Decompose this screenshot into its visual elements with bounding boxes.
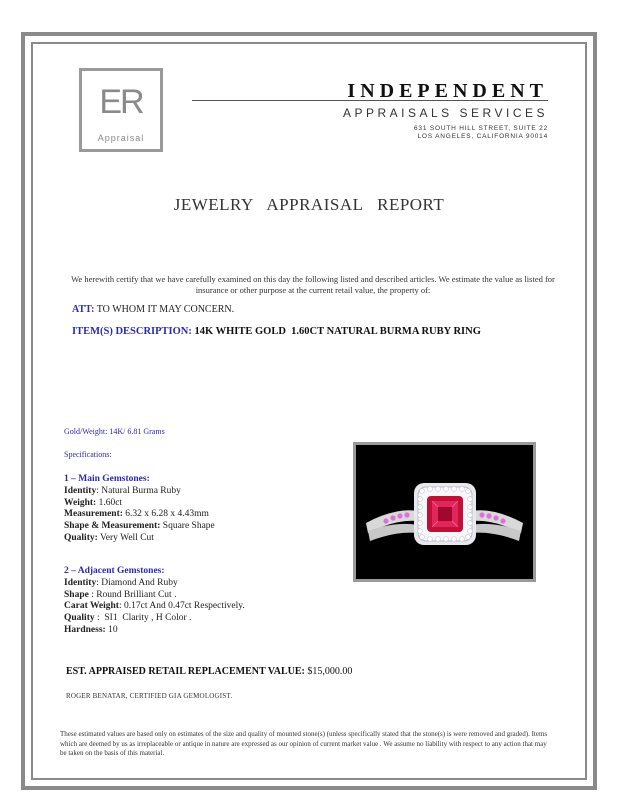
adj-hardness-value: 10 [105, 624, 118, 635]
main-quality-label: Quality: [64, 532, 98, 543]
att-value: TO WHOM IT MAY CONCERN. [96, 304, 235, 315]
adj-carat-value: : 0.17ct And 0.47ct Respectively. [118, 601, 245, 612]
adj-carat-label: Carat Weight [64, 601, 119, 612]
adjacent-gemstones-block [64, 566, 245, 637]
ring-photo [353, 442, 536, 582]
att-line [72, 304, 234, 315]
company-address-line1: 631 SOUTH HILL STREET, SUITE 22 [413, 125, 548, 132]
appraisal-logo [79, 68, 163, 152]
main-gemstones-block [64, 474, 215, 545]
adj-hardness-label: Hardness: [64, 624, 106, 635]
adj-shape-value: : Round Brilliant Cut . [88, 589, 177, 600]
main-shape-value: Square Shape [160, 521, 215, 532]
item-description [72, 326, 481, 337]
company-address-line2: LOS ANGELES, CALIFORNIA 90014 [417, 133, 548, 140]
item-label: ITEM(S) DESCRIPTION: [72, 326, 192, 337]
gemologist-signature-line: ROGER BENATAR, CERTIFIED GIA GEMOLOGIST. [66, 692, 233, 700]
main-measurement-label: Measurement: [64, 509, 123, 520]
adjacent-gemstones-heading: 2 – Adjacent Gemstones: [64, 566, 165, 576]
main-quality-value: Very Well Cut [97, 532, 154, 543]
gold-weight: Gold/Weight: 14K/ 6.81 Grams [64, 427, 165, 436]
company-name: INDEPENDENT [347, 80, 548, 102]
report-title: JEWELRY APPRAISAL REPORT [173, 195, 445, 214]
adj-quality-label: Quality [64, 613, 95, 624]
disclaimer-text: These estimated values are based only on estimates of the size and quality of mounted stone(s) (unless specifically stated that the stone(s) is were removed and graded). Items which are deemed by us as irreplaceable or antique in nature are expressed as our opinion of current market value . We assume no liability with respect to any action that may be taken on the basis of this material. [60, 730, 548, 757]
company-subtitle: APPRAISALS SERVICES [342, 106, 548, 120]
adj-quality-value: : SI1 Clarity , H Color . [94, 613, 192, 624]
main-measurement-value: 6.32 x 6.28 x 4.43mm [122, 509, 209, 520]
certification-text: We herewith certify that we have carefully examined on this day the following listed and described articles. We estimate the value as listed for insurance or other purpose at the current retail value, the property of: [71, 274, 555, 295]
main-weight-value: 1.60ct [96, 497, 123, 508]
main-shape-label: Shape & Measurement: [64, 521, 161, 532]
adj-shape-label: Shape [64, 589, 89, 600]
estimate-label: EST. APPRAISED RETAIL REPLACEMENT VALUE: [66, 666, 305, 677]
att-label: ATT: [72, 304, 95, 315]
estimate-value: $15,000.00 [307, 666, 353, 677]
main-gemstones-heading: 1 – Main Gemstones: [64, 474, 150, 484]
adj-identity-label: Identity [64, 577, 97, 588]
ruby-ring-image [356, 445, 533, 579]
logo-monogram: ER [99, 83, 143, 121]
estimated-value [66, 666, 352, 677]
item-value: 14K WHITE GOLD 1.60CT NATURAL BURMA RUBY RING [194, 326, 481, 337]
main-identity-label: Identity [64, 485, 97, 496]
adj-identity-value: : Diamond And Ruby [96, 577, 178, 588]
header-divider [192, 100, 548, 101]
logo-caption: Appraisal [97, 133, 145, 143]
specifications-label: Specifications: [64, 450, 112, 459]
main-identity-value: : Natural Burma Ruby [96, 485, 181, 496]
main-weight-label: Weight: [64, 497, 97, 508]
